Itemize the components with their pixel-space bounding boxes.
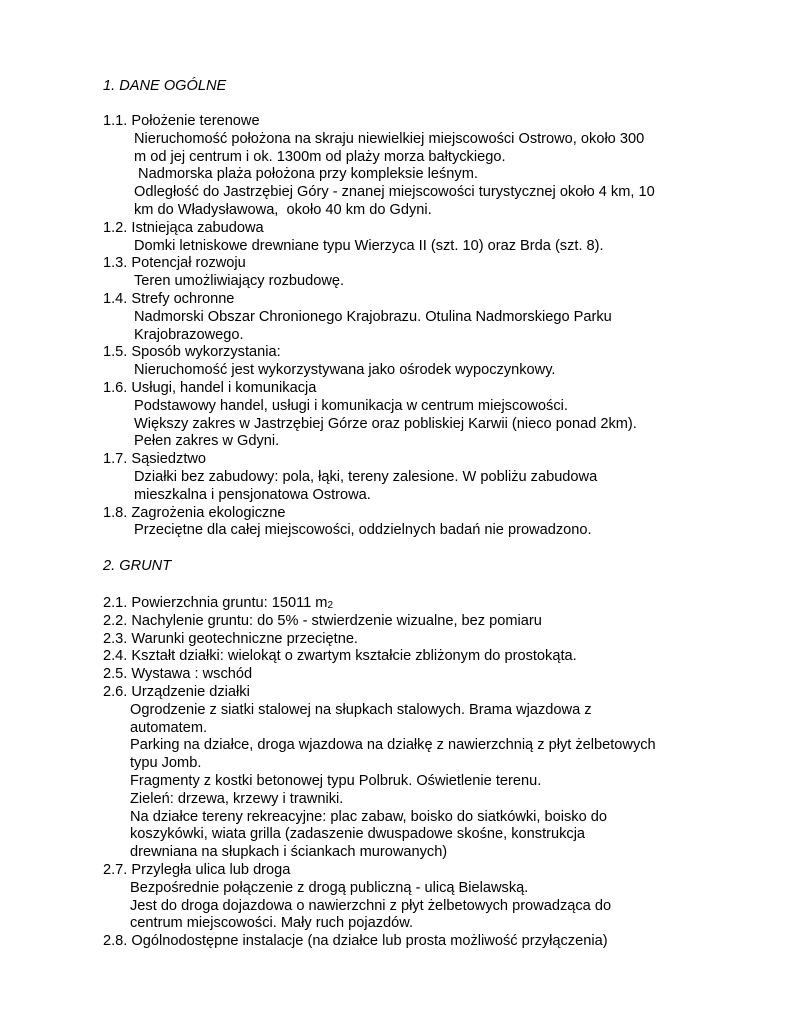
area-unit-sub: 2	[327, 600, 334, 611]
item-line: Działki bez zabudowy: pola, łąki, tereny zalesione. W pobliżu zabudowa	[134, 468, 598, 485]
item-line: mieszkalna i pensjonatowa Ostrowa.	[134, 486, 371, 503]
item-line: Bezpośrednie połączenie z drogą publiczną - ulicą Bielawską.	[130, 879, 529, 896]
item-label: 2.5. Wystawa : wschód	[103, 666, 253, 683]
item-label: 2.6. Urządzenie działki	[103, 683, 250, 700]
item-label: 1.4. Strefy ochronne	[103, 290, 235, 307]
item-line: Pełen zakres w Gdyni.	[134, 433, 280, 450]
item-line: Zieleń: drzewa, krzewy i trawniki.	[130, 790, 344, 807]
item-line: Domki letniskowe drewniane typu Wierzyca II (szt. 10) oraz Brda (szt. 8).	[134, 237, 604, 254]
item-line: Ogrodzenie z siatki stalowej na słupkach stalowych. Brama wjazdowa z	[130, 701, 592, 718]
item-line: Większy zakres w Jastrzębiej Górze oraz pobliskiej Karwii (nieco ponad 2km).	[134, 415, 637, 432]
item-label: 2.7. Przyległa ulica lub droga	[103, 861, 291, 878]
item-line: Przeciętne dla całej miejscowości, oddzielnych badań nie prowadzono.	[134, 522, 592, 539]
section-2-body	[0, 595, 791, 951]
section-title-grunt: 2. GRUNT	[103, 558, 172, 574]
item-label: 1.1. Położenie terenowe	[103, 113, 260, 129]
item-line: Jest do droga dojazdowa o nawierzchni z płyt żelbetowych prowadząca do	[130, 897, 612, 914]
item-label: 2.2. Nachylenie gruntu: do 5% - stwierdzenie wizualne, bez pomiaru	[103, 612, 542, 629]
item-line: Nieruchomość jest wykorzystywana jako ośrodek wypoczynkowy.	[134, 362, 556, 379]
item-label: 1.5. Sposób wykorzystania:	[103, 344, 281, 361]
item-line: typu Jomb.	[130, 755, 202, 772]
item-label: 1.3. Potencjał rozwoju	[103, 255, 246, 272]
item-line: centrum miejscowości. Mały ruch pojazdów.	[130, 915, 414, 932]
item-label: 1.7. Sąsiedztwo	[103, 451, 207, 468]
item-line: Fragmenty z kostki betonowej typu Polbruk. Oświetlenie terenu.	[130, 772, 542, 789]
item-line: Nadmorski Obszar Chronionego Krajobrazu. Otulina Nadmorskiego Parku	[134, 308, 612, 325]
item-line: Podstawowy handel, usługi i komunikacja w centrum miejscowości.	[134, 397, 568, 414]
item-label: 1.8. Zagrożenia ekologiczne	[103, 504, 286, 521]
section-1-body	[0, 113, 791, 540]
item-label: 2.3. Warunki geotechniczne przeciętne.	[103, 630, 358, 647]
item-label-area	[0, 595, 791, 613]
item-line: Nieruchomość położona na skraju niewielkiej miejscowości Ostrowo, około 300	[134, 130, 645, 147]
item-label: 1.2. Istniejąca zabudowa	[103, 219, 264, 236]
item-line: koszykówki, wiata grilla (zadaszenie dwuspadowe skośne, konstrukcja	[130, 826, 586, 843]
item-line: Krajobrazowego.	[134, 326, 244, 343]
item-label: 2.8. Ogólnodostępne instalacje (na działce lub prosta możliwość przyłączenia)	[103, 933, 608, 950]
section-title-dane-ogolne: 1. DANE OGÓLNE	[103, 78, 227, 94]
item-line: drewniana na słupkach i ściankach murowanych)	[130, 844, 448, 861]
item-line: Teren umożliwiający rozbudowę.	[134, 273, 345, 290]
item-line: Na działce tereny rekreacyjne: plac zabaw, boisko do siatkówki, boisko do	[130, 808, 607, 825]
item-line: m od jej centrum i ok. 1300m od plaży morza bałtyckiego.	[134, 148, 506, 165]
item-line: Odległość do Jastrzębiej Góry - znanej miejscowości turystycznej około 4 km, 10	[134, 184, 655, 201]
area-text: 2.1. Powierzchnia gruntu: 15011 m	[103, 595, 328, 611]
item-line: Nadmorska plaża położona przy kompleksie leśnym.	[134, 166, 478, 183]
item-line: Parking na działce, droga wjazdowa na działkę z nawierzchnią z płyt żelbetowych	[130, 737, 656, 754]
item-label: 2.4. Kształt działki: wielokąt o zwartym kształcie zbliżonym do prostokąta.	[103, 648, 577, 665]
item-label: 1.6. Usługi, handel i komunikacja	[103, 379, 317, 396]
item-line: km do Władysławowa, około 40 km do Gdyni.	[134, 201, 432, 218]
item-line: automatem.	[130, 719, 208, 736]
